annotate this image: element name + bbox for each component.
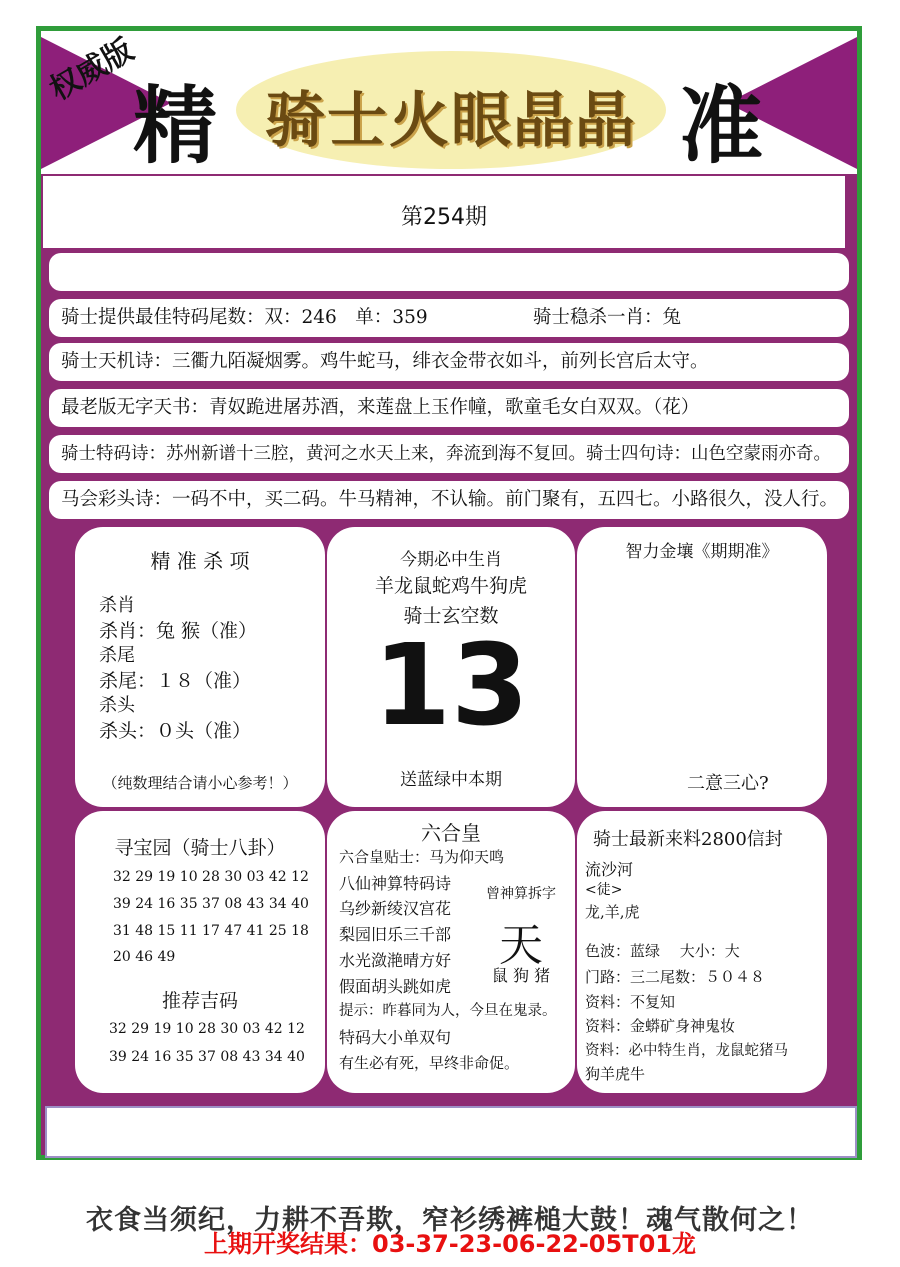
mystic-number-label: 骑士玄空数	[403, 605, 499, 627]
horse-poem-line	[49, 481, 849, 519]
tail-number-line	[49, 299, 849, 337]
header-right-char: 准	[679, 77, 764, 174]
kill-tail-value: 杀尾：１８（准）	[99, 670, 252, 692]
bottom-blank-bar	[45, 1106, 857, 1158]
liuhe-line: 假面胡头跳如虎	[339, 977, 452, 996]
treasure-row: 20 46 49	[113, 949, 176, 965]
latest-title: 骑士最新来料2800信封	[593, 829, 783, 850]
kill-head-label: 杀头	[99, 695, 135, 716]
wisdom-title: 智力金壤《期期准》	[625, 542, 779, 562]
liuhe-line: 梨园旧乐三千部	[339, 925, 452, 944]
kill-zodiac-text: 骑士稳杀一肖：兔	[533, 307, 682, 328]
issue-bar	[43, 176, 851, 248]
old-book-text: 最老版无字天书：青奴跪进屠苏酒，来莲盘上玉作幢，歌童毛女白双双。（花）	[61, 397, 700, 418]
kill-box-title: 精 准 杀 项	[150, 549, 250, 573]
treasure-box	[75, 811, 325, 1093]
center-number-box	[327, 527, 575, 807]
latest-line: 门路：三二尾数：５０４８	[585, 968, 766, 986]
horse-poem-text: 马会彩头诗：一码不中，买二码。牛马精神，不认输。前门聚有，五四七。小路很久，没人行。	[61, 489, 839, 510]
special-poem-line	[49, 435, 849, 473]
kill-box-note: （纯数理结合请小心参考！）	[102, 774, 298, 792]
must-win-zodiacs: 羊龙鼠蛇鸡牛狗虎	[374, 575, 527, 597]
must-win-title: 今期必中生肖	[400, 550, 502, 570]
issue-number: 第254期	[401, 205, 487, 230]
latest-line: 龙,羊,虎	[585, 903, 640, 921]
kill-zodiac-value: 杀肖：兔 猴（准）	[99, 620, 258, 642]
latest-line: <徒>	[585, 882, 623, 898]
kill-zodiac-label: 杀肖	[99, 595, 135, 616]
liuhe-hint: 提示：昨暮同为人，今旦在鬼录。	[339, 1003, 557, 1019]
god-zodiac: 鼠 狗 猪	[491, 966, 551, 985]
latest-line: 资料：必中特生肖，龙鼠蛇猪马	[585, 1043, 788, 1059]
mystic-number: 13	[373, 621, 529, 751]
liuhe-line: 有生必有死，早终非命促。	[339, 1054, 520, 1072]
wisdom-box	[577, 527, 827, 807]
recommend-title: 推荐吉码	[161, 990, 238, 1012]
special-poem-text: 骑士特码诗：苏州新谱十三腔，黄河之水天上来，奔流到海不复回。骑士四句诗：山色空蒙雨亦奇。	[61, 444, 831, 464]
treasure-row: 31 48 15 11 17 47 41 25 18	[113, 923, 309, 939]
latest-line: 流沙河	[585, 860, 634, 879]
latest-line: 色波：蓝绿 大小：大	[585, 942, 740, 960]
treasure-row: 32 29 19 10 28 30 03 42 12	[113, 869, 309, 885]
liuhe-line: 乌纱新绫汉宫花	[339, 899, 452, 918]
blank-pill	[49, 253, 849, 291]
header-left-char: 精	[133, 77, 218, 174]
wisdom-bottom: 二意三心?	[687, 773, 769, 794]
poem-line	[49, 343, 849, 381]
liuhe-line: 八仙神算特码诗	[339, 874, 452, 893]
poem-text: 骑士天机诗：三衢九陌凝烟雾。鸡牛蛇马，绯衣金带衣如斗，前列长宫后太守。	[61, 351, 709, 372]
kill-head-value: 杀头：０头（准）	[99, 720, 252, 742]
kill-items-box	[75, 527, 325, 807]
liuhe-box	[327, 811, 575, 1093]
main-frame	[36, 26, 862, 1160]
recommend-row: 39 24 16 35 37 08 43 34 40	[109, 1049, 305, 1065]
header-banner	[41, 31, 857, 174]
latest-box	[577, 811, 827, 1093]
god-title: 曾神算拆字	[486, 886, 556, 902]
kill-tail-label: 杀尾	[99, 645, 135, 666]
latest-line: 狗羊虎牛	[585, 1065, 646, 1083]
liuhe-tip: 六合皇贴士：马为仰天鸣	[339, 848, 505, 866]
treasure-title: 寻宝园（骑士八卦）	[114, 837, 286, 859]
god-char: 天	[499, 920, 543, 971]
page-title: 骑士火眼晶晶	[265, 86, 637, 156]
recommend-row: 32 29 19 10 28 30 03 42 12	[109, 1021, 305, 1037]
latest-line: 资料：金蟒矿身神鬼妆	[585, 1017, 736, 1035]
latest-line: 资料：不复知	[585, 993, 676, 1011]
last-draw-result: 上期开奖结果：03-37-23-06-22-05T01龙	[204, 1230, 696, 1258]
treasure-row: 39 24 16 35 37 08 43 34 40	[113, 896, 309, 912]
liuhe-title: 六合皇	[421, 821, 481, 845]
authority-badge: 权威版	[44, 32, 140, 108]
footer-slogan: 衣食当须纪，力耕不吾欺，窄衫绣裤槌大鼓！魂气散何之！	[86, 1205, 814, 1236]
tail-numbers-text: 骑士提供最佳特码尾数：双：246 单：359	[61, 307, 428, 328]
center-box-bottom: 送蓝绿中本期	[400, 770, 502, 790]
liuhe-line: 水光潋滟晴方好	[339, 951, 452, 970]
liuhe-line: 特码大小单双句	[339, 1028, 452, 1047]
old-book-line	[49, 389, 849, 427]
